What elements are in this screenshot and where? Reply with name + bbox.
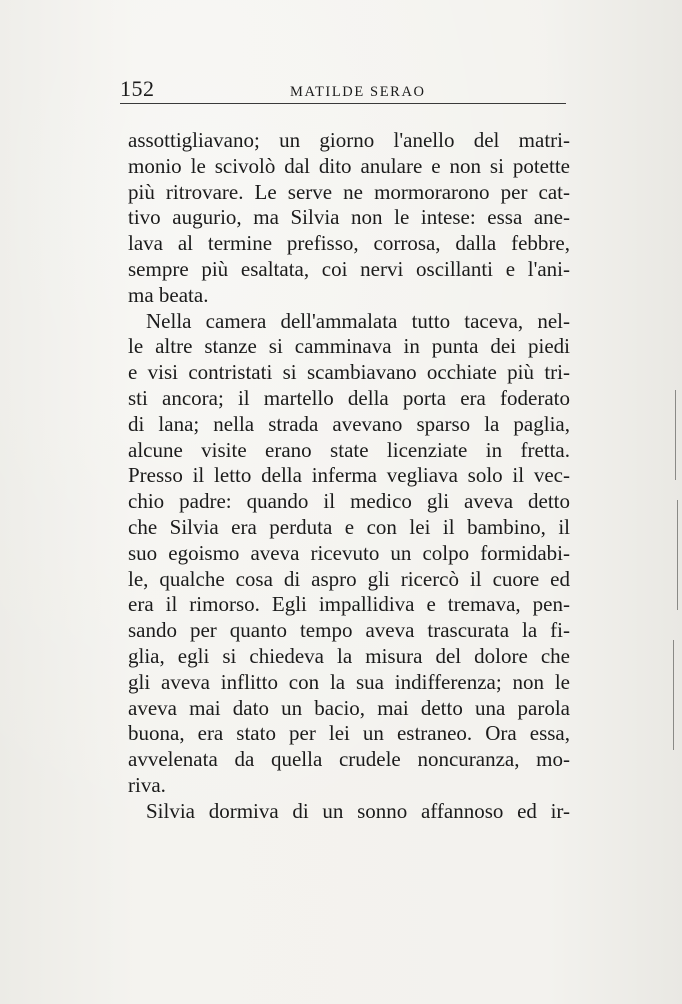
text-line: sempre più esaltata, coi nervi oscillanti e l'ani- bbox=[128, 256, 570, 281]
body-text bbox=[128, 128, 570, 825]
text-line: Silvia dormiva di un sonno affannoso ed ir- bbox=[146, 798, 570, 823]
text-line: Presso il letto della inferma vegliava solo il vec- bbox=[128, 463, 570, 488]
text-line: di lana; nella strada avevano sparso la paglia, bbox=[128, 411, 570, 436]
text-line: glia, egli si chiedeva la misura del dolore che bbox=[128, 643, 570, 668]
text-line: lava al termine prefisso, corrosa, dalla febbre, bbox=[128, 231, 570, 256]
text-line: Nella camera dell'ammalata tutto taceva, nel- bbox=[146, 308, 570, 333]
text-line: suo egoismo aveva ricevuto un colpo formidabi- bbox=[128, 540, 570, 565]
text-line: e visi contristati si scambiavano occhiate più tri- bbox=[128, 360, 570, 385]
page-edge-mark bbox=[673, 640, 674, 750]
text-line: tivo augurio, ma Silvia non le intese: essa ane- bbox=[128, 205, 570, 230]
text-line: chio padre: quando il medico gli aveva detto bbox=[128, 489, 570, 514]
text-line: ma beata. bbox=[128, 282, 209, 307]
text-line: avvelenata da quella crudele noncuranza, mo- bbox=[128, 747, 570, 772]
page-number: 152 bbox=[120, 76, 155, 101]
text-line: le, qualche cosa di aspro gli ricercò il cuore ed bbox=[128, 566, 570, 591]
text-line: più ritrovare. Le serve ne mormorarono per cat- bbox=[128, 179, 570, 204]
page-edge-mark bbox=[675, 390, 676, 480]
text-line: aveva mai dato un bacio, mai detto una parola bbox=[128, 695, 570, 720]
text-line: assottigliavano; un giorno l'anello del matri- bbox=[128, 128, 570, 152]
text-line: era il rimorso. Egli impallidiva e tremava, pen- bbox=[128, 592, 570, 617]
text-line: sti ancora; il martello della porta era foderato bbox=[128, 385, 570, 410]
text-line: sando per quanto tempo aveva trascurata la fi- bbox=[128, 618, 570, 643]
text-line: che Silvia era perduta e con lei il bambino, il bbox=[128, 514, 570, 539]
text-line: monio le scivolò dal dito anulare e non si potette bbox=[128, 153, 570, 178]
text-line: riva. bbox=[128, 772, 166, 797]
text-line: gli aveva inflitto con la sua indifferenza; non le bbox=[128, 669, 570, 694]
running-head: MATILDE SERAO bbox=[290, 84, 426, 100]
page-edge-mark bbox=[677, 500, 678, 610]
text-line: alcune visite erano state licenziate in fretta. bbox=[128, 437, 570, 462]
text-line: buona, era stato per lei un estraneo. Ora essa, bbox=[128, 721, 570, 746]
header-rule bbox=[120, 103, 566, 104]
page-header bbox=[120, 76, 566, 104]
text-line: le altre stanze si camminava in punta dei piedi bbox=[128, 334, 570, 359]
